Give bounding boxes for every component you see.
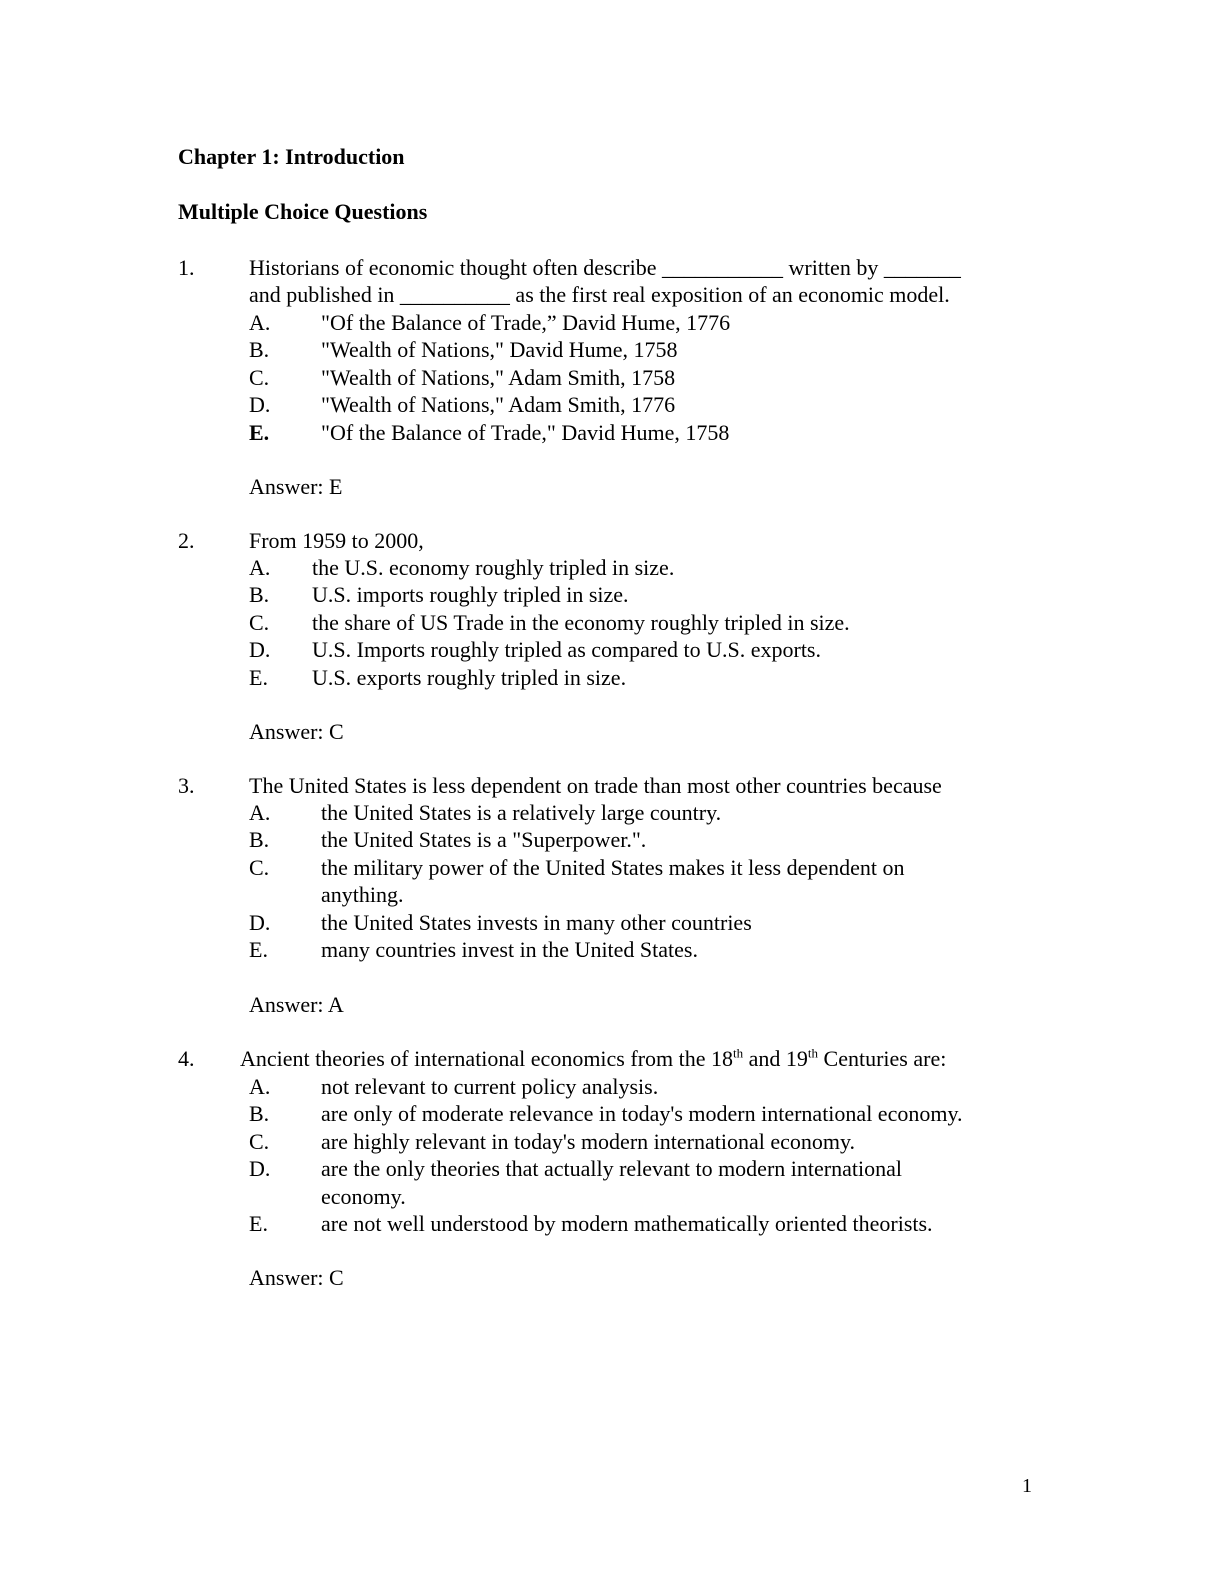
option-text: the United States invests in many other countries (321, 909, 752, 935)
option-letter: C. (249, 364, 270, 390)
option-e (249, 664, 1049, 691)
option-b (249, 1100, 1049, 1127)
question-line: Historians of economic thought often describe ___________ written by _______ (249, 255, 961, 280)
option-letter: B. (249, 582, 270, 608)
option-text: many countries invest in the United States. (321, 936, 698, 962)
option-letter: B. (249, 1101, 270, 1127)
option-c (249, 609, 1049, 636)
option-text: U.S. exports roughly tripled in size. (312, 664, 627, 690)
option-text: U.S. Imports roughly tripled as compared to U.S. exports. (312, 637, 821, 663)
question-line: and published in __________ as the first real exposition of an economic model. (249, 282, 950, 308)
option-text: "Wealth of Nations," Adam Smith, 1758 (321, 364, 676, 390)
option-letter: A. (249, 800, 271, 825)
answer-1: Answer: E (249, 474, 343, 499)
option-b (249, 826, 1049, 853)
question-number: 2. (178, 528, 195, 553)
question-text (249, 527, 1039, 554)
page-number: 1 (1022, 1475, 1032, 1497)
option-letter: B. (249, 337, 270, 363)
section-title: Multiple Choice Questions (178, 199, 428, 224)
option-text: the United States is a relatively large country. (321, 800, 722, 825)
option-letter: A. (249, 310, 271, 335)
option-text: "Wealth of Nations," Adam Smith, 1776 (321, 392, 676, 418)
superscript: th (807, 1045, 819, 1061)
option-letter: E. (249, 419, 270, 445)
option-b (249, 336, 1049, 363)
option-text: "Wealth of Nations," David Hume, 1758 (321, 337, 678, 363)
option-text: "Of the Balance of Trade,” David Hume, 1776 (321, 310, 731, 335)
option-letter: C. (249, 1128, 270, 1154)
option-letter: E. (249, 936, 268, 962)
option-a (249, 309, 1049, 336)
option-letter: D. (249, 637, 271, 663)
option-a (249, 799, 1049, 826)
option-letter: E. (249, 1210, 268, 1236)
question-number: 3. (178, 773, 195, 798)
option-e (249, 936, 1049, 963)
option-text: are only of moderate relevance in today's modern international economy. (321, 1101, 963, 1127)
option-letter: D. (249, 392, 271, 418)
question-text (249, 772, 1039, 799)
answer-2: Answer: C (249, 719, 344, 744)
question-number: 4. (178, 1046, 195, 1071)
option-d (249, 636, 1049, 663)
option-letter: A. (249, 555, 271, 580)
option-a (249, 554, 1049, 581)
question-text-part: Ancient theories of international economics from the 18 (240, 1046, 734, 1071)
question-text-part: and 19 (743, 1046, 808, 1071)
option-letter: A. (249, 1074, 271, 1099)
option-text: are the only theories that actually relevant to modern international economy. (321, 1156, 902, 1209)
option-c (249, 1128, 1049, 1155)
question-text-part: Centuries are: (818, 1046, 947, 1071)
option-text: the U.S. economy roughly tripled in size. (312, 555, 675, 580)
option-a (249, 1073, 1049, 1100)
option-letter: C. (249, 609, 270, 635)
option-b (249, 581, 1049, 608)
question-line: From 1959 to 2000, (249, 528, 424, 553)
chapter-title: Chapter 1: Introduction (178, 144, 405, 169)
question-line: The United States is less dependent on trade than most other countries because (249, 773, 942, 798)
option-d (249, 909, 1049, 936)
option-d (249, 391, 1049, 418)
option-text: the military power of the United States makes it less dependent on anything. (321, 854, 905, 908)
superscript: th (733, 1045, 744, 1061)
option-d (249, 1155, 1049, 1210)
answer-4: Answer: C (249, 1265, 344, 1290)
option-text: the share of US Trade in the economy roughly tripled in size. (312, 609, 850, 635)
option-text: are highly relevant in today's modern international economy. (321, 1128, 856, 1154)
question-text (249, 254, 1039, 309)
option-letter: C. (249, 854, 270, 880)
option-text: "Of the Balance of Trade," David Hume, 1758 (321, 419, 730, 445)
option-text: U.S. imports roughly tripled in size. (312, 582, 629, 608)
question-text (240, 1045, 1030, 1072)
option-c (249, 364, 1049, 391)
option-text: the United States is a "Superpower.". (321, 827, 647, 853)
option-letter: D. (249, 1156, 271, 1182)
option-c (249, 854, 1049, 909)
option-letter: D. (249, 909, 271, 935)
question-number: 1. (178, 255, 195, 280)
option-e (249, 1210, 1049, 1237)
option-text: are not well understood by modern mathematically oriented theorists. (321, 1210, 933, 1236)
option-text: not relevant to current policy analysis. (321, 1074, 659, 1099)
option-letter: B. (249, 827, 270, 853)
answer-3: Answer: A (249, 992, 344, 1017)
option-letter: E. (249, 664, 268, 690)
option-e (249, 419, 1049, 446)
